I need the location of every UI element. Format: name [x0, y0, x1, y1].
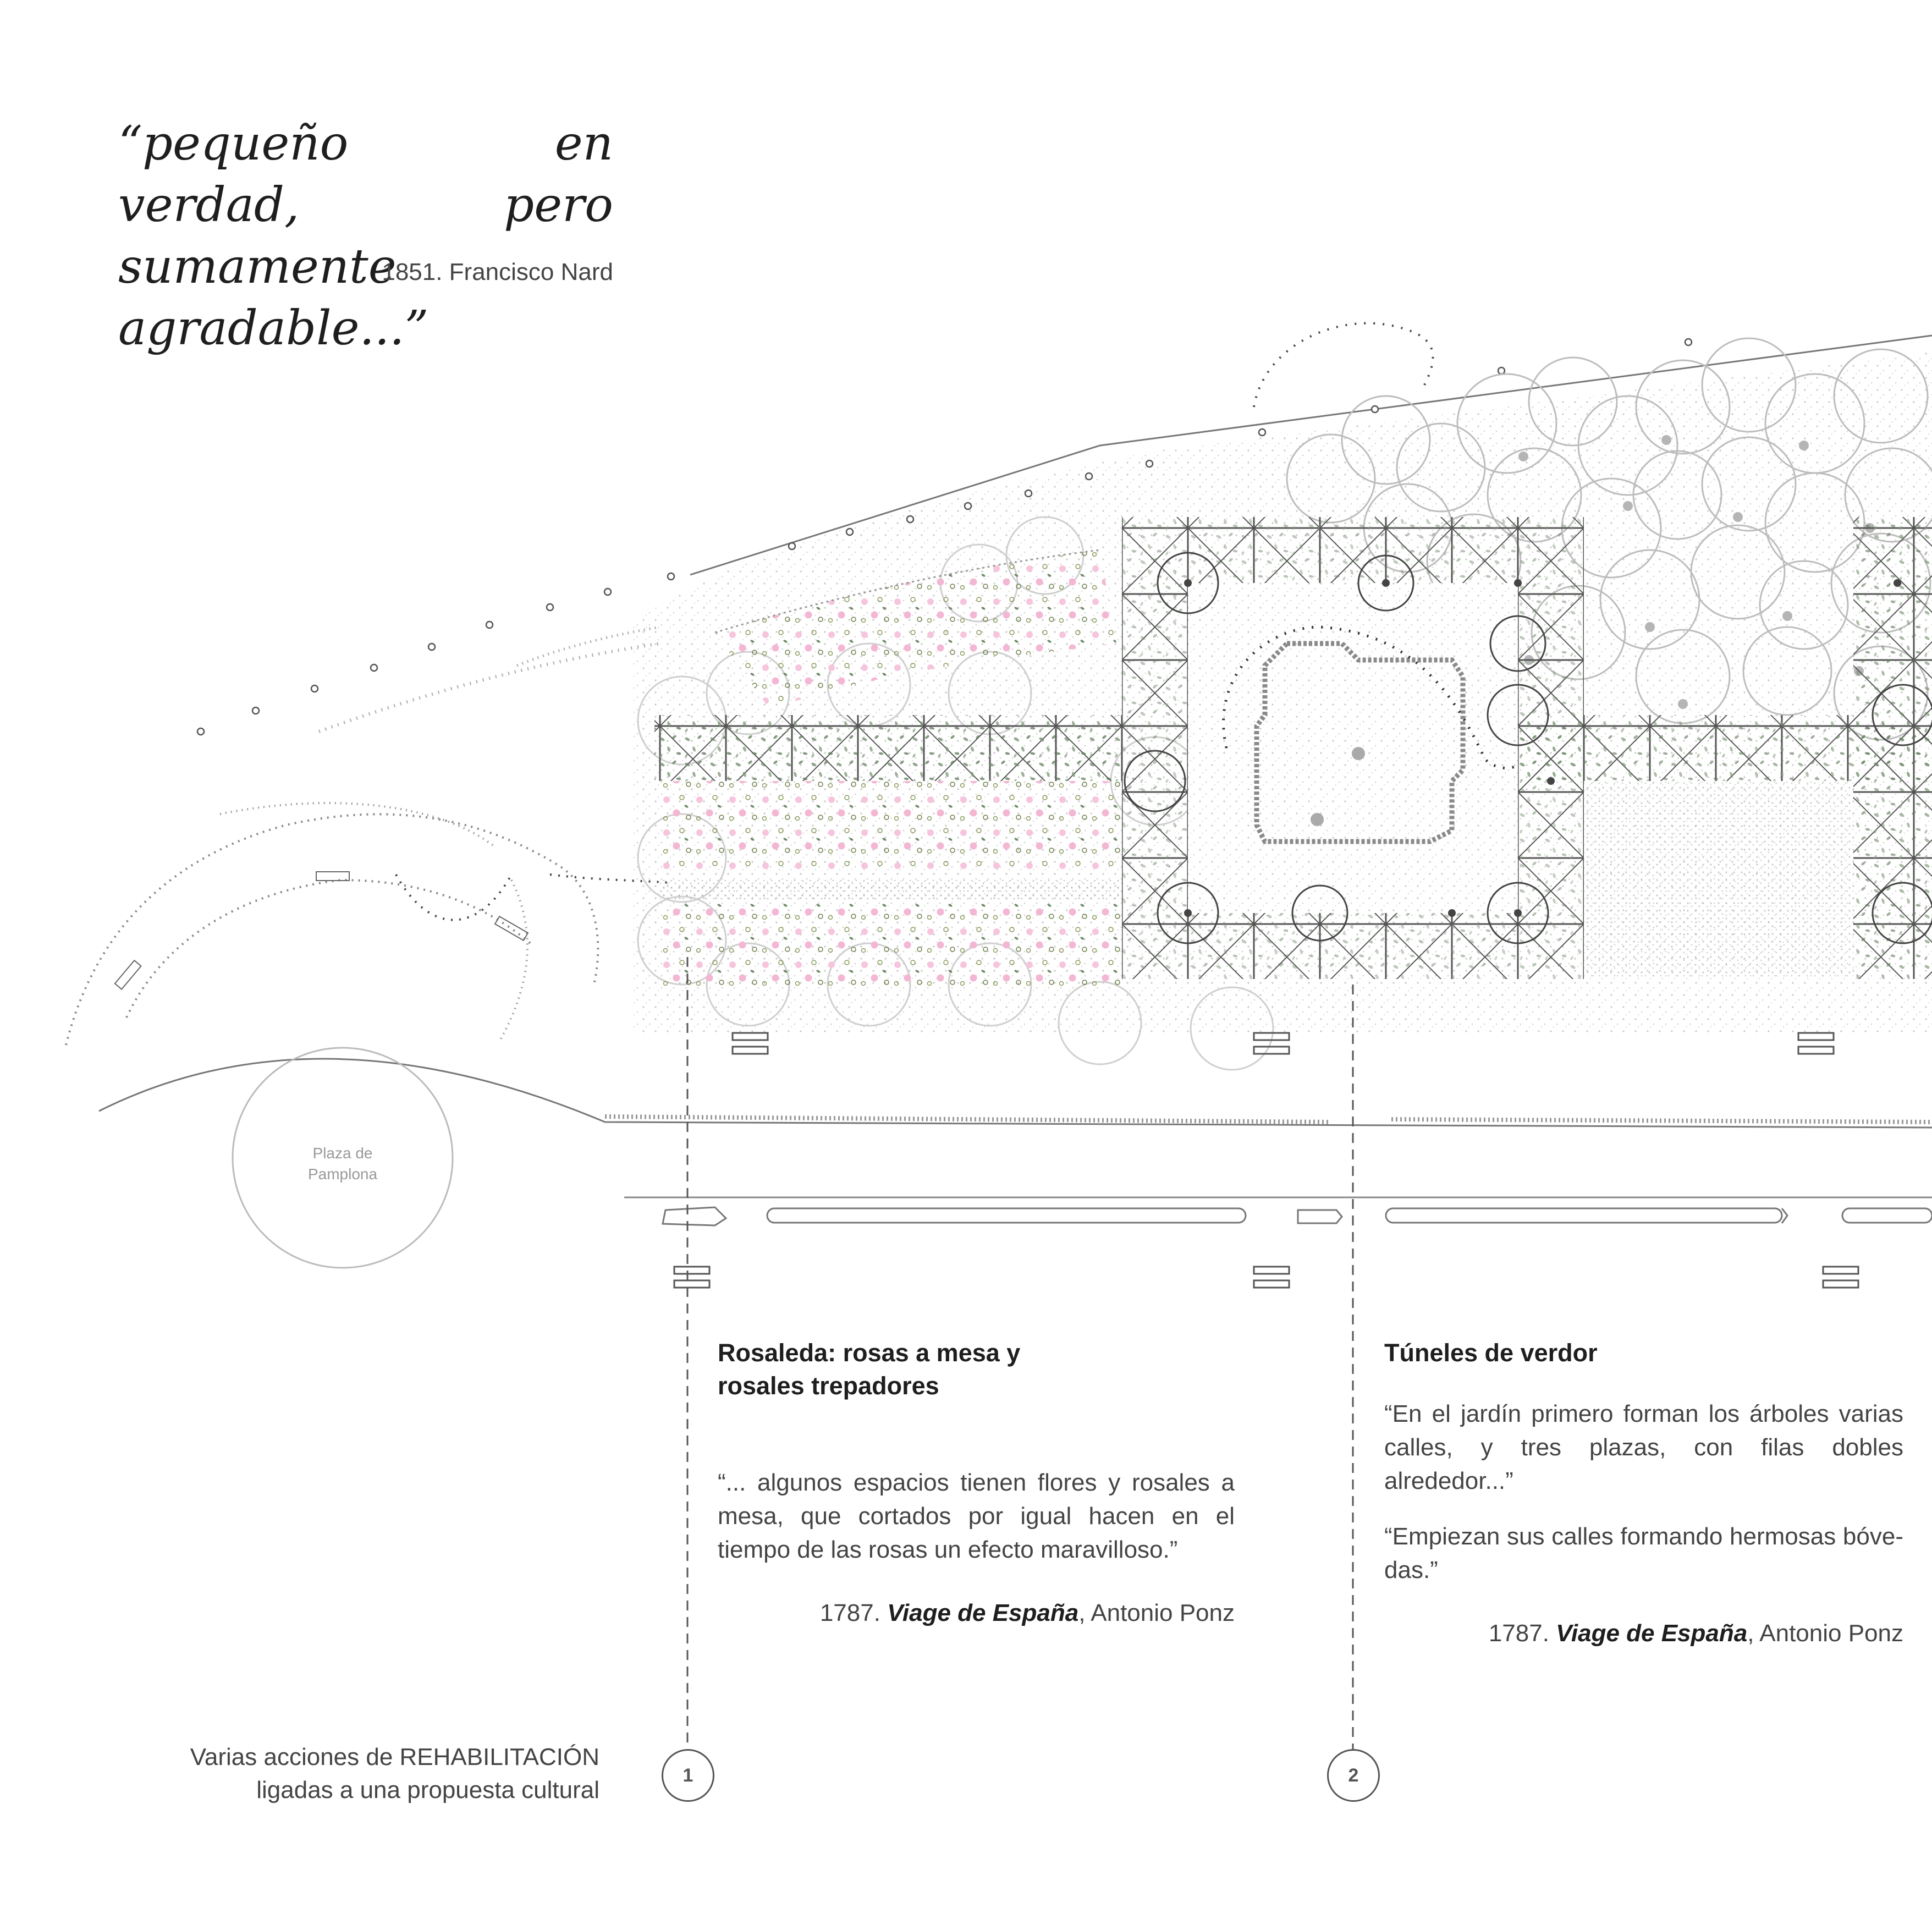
- plaza-label: [288, 1143, 398, 1185]
- plaza-label-line2: Pamplona: [307, 1165, 378, 1183]
- section-title: Túneles de verdor: [1384, 1339, 1598, 1367]
- west-path: [66, 814, 598, 1045]
- section-citation: [1384, 1620, 1903, 1647]
- citation-year: 1787.: [1488, 1620, 1549, 1647]
- citation-work: Viage de España: [887, 1599, 1079, 1626]
- section-title: Rosaleda: rosas a mesa y rosales trepadores: [718, 1339, 1021, 1400]
- section-tuneles: [1384, 1337, 1903, 1647]
- section-paragraph: “En el jardín primero forman los árboles varias calles, y tres plazas, con filas dobles alrededor...”: [1384, 1400, 1903, 1494]
- footer-note-line2: ligadas a una propuesta cultural: [256, 1777, 599, 1803]
- section-rosaleda: [718, 1337, 1235, 1627]
- plaza-label-line1: Plaza de: [312, 1145, 373, 1162]
- marker-1: 1: [662, 1749, 714, 1802]
- park-boundary: [99, 1059, 1932, 1128]
- citation-work: Viage de España: [1556, 1620, 1748, 1647]
- citation-author: , Antonio Ponz: [1747, 1620, 1903, 1647]
- header-quote-source: 1851. Francisco Nard: [382, 259, 613, 285]
- section-paragraph: “... algunos espacios tienen flores y rosales a mesa, que cortados por igual hacen en el tiempo de las rosas un efecto maravilloso.”: [718, 1469, 1235, 1563]
- footer-note-line1: Varias acciones de REHABILITACIÓN: [190, 1744, 599, 1770]
- citation-author: , Antonio Ponz: [1078, 1599, 1235, 1626]
- marker-2: 2: [1327, 1749, 1380, 1802]
- section-paragraph: “Empiezan sus calles formando hermosas bóve- das.”: [1384, 1523, 1903, 1583]
- header-quote: “pequeño en verdad, pero sumamente agradable...”: [118, 116, 613, 356]
- section-citation: [718, 1599, 1235, 1627]
- citation-year: 1787.: [819, 1599, 880, 1626]
- footer-note: [165, 1741, 599, 1807]
